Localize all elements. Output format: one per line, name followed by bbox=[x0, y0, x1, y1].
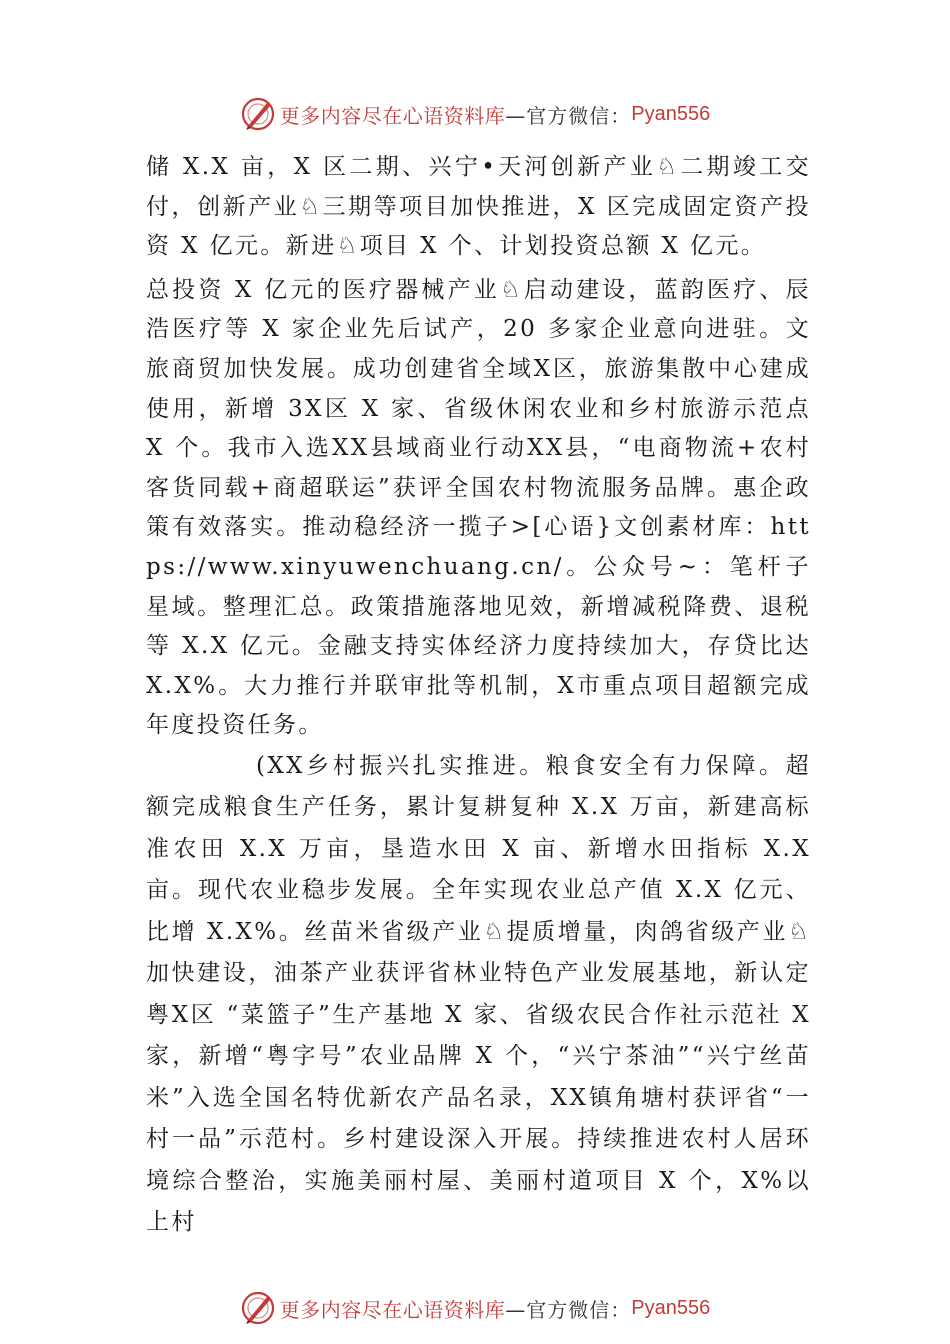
banner-title: 更多内容尽在心语资料库 bbox=[279, 1297, 506, 1322]
document-body bbox=[146, 148, 811, 1244]
banner-title: 更多内容尽在心语资料库 bbox=[279, 103, 506, 128]
pen-logo-icon bbox=[240, 96, 276, 132]
header-banner bbox=[0, 94, 950, 134]
banner-wechat-id: Pyan556 bbox=[631, 102, 711, 125]
paragraph-2: 总投资 X 亿元的医疗器械产业♘启动建设，蓝韵医疗、辰浩医疗等 X 家企业先后试产，20 多家企业意向进驻。文旅商贸加快发展。成功创建省全域X区，旅游集散中心建成使用，新增 3X区 X 家、省级休闲农业和乡村旅游示范点 X 个。我市入选XX县域商业行动XX县，“电商物流+农村客货同载+商超联运”获评全国农村物流服务品牌。惠企政策有效落实。推动稳经济一揽子>[心语}文创素材库：https://www.xinyuwenchuang.cn/。公众号~：笔杆子星域。整理汇总。政策措施落地见效，新增减税降费、退税等 X.X 亿元。金融支持实体经济力度持续加大，存贷比达 X.X%。大力推行并联审批等机制，X市重点项目超额完成年度投资任务。 bbox=[146, 276, 811, 739]
paragraph-3: (XX乡村振兴扎实推进。粮食安全有力保障。超额完成粮食生产任务，累计复耕复种 X.X 万亩，新建高标准农田 X.X 万亩，垦造水田 X 亩、新增水田指标 X.X 亩。现代农业稳步发展。全年实现农业总产值 X.X 亿元、比增 X.X%。丝苗米省级产业♘提质增量，肉鸽省级产业♘加快建设，油茶产业获评省林业特色产业发展基地，新认定粤X区 “菜篮子”生产基地 X 家、省级农民合作社示范社 X 家，新增“粤字号”农业品牌 X 个，“兴宁茶油”“兴宁丝苗米”入选全国名特优新农产品名录，XX镇角塘村获评省“一村一品”示范村。乡村建设深入开展。持续推进农村人居环境综合整治，实施美丽村屋、美丽村道项目 X 个，X%以上村 bbox=[146, 752, 811, 1236]
paragraph-1: 储 X.X 亩，X 区二期、兴宁•天河创新产业♘二期竣工交付，创新产业♘三期等项目加快推进，X 区完成固定资产投资 X 亿元。新进♘项目 X 个、计划投资总额 X 亿元。 bbox=[146, 154, 811, 260]
footer-banner bbox=[0, 1288, 950, 1328]
banner-wechat-label: —官方微信： bbox=[505, 103, 632, 128]
banner-wechat-id: Pyan556 bbox=[631, 1296, 711, 1319]
banner-wechat-label: —官方微信： bbox=[505, 1297, 632, 1322]
pen-logo-icon bbox=[240, 1290, 276, 1326]
